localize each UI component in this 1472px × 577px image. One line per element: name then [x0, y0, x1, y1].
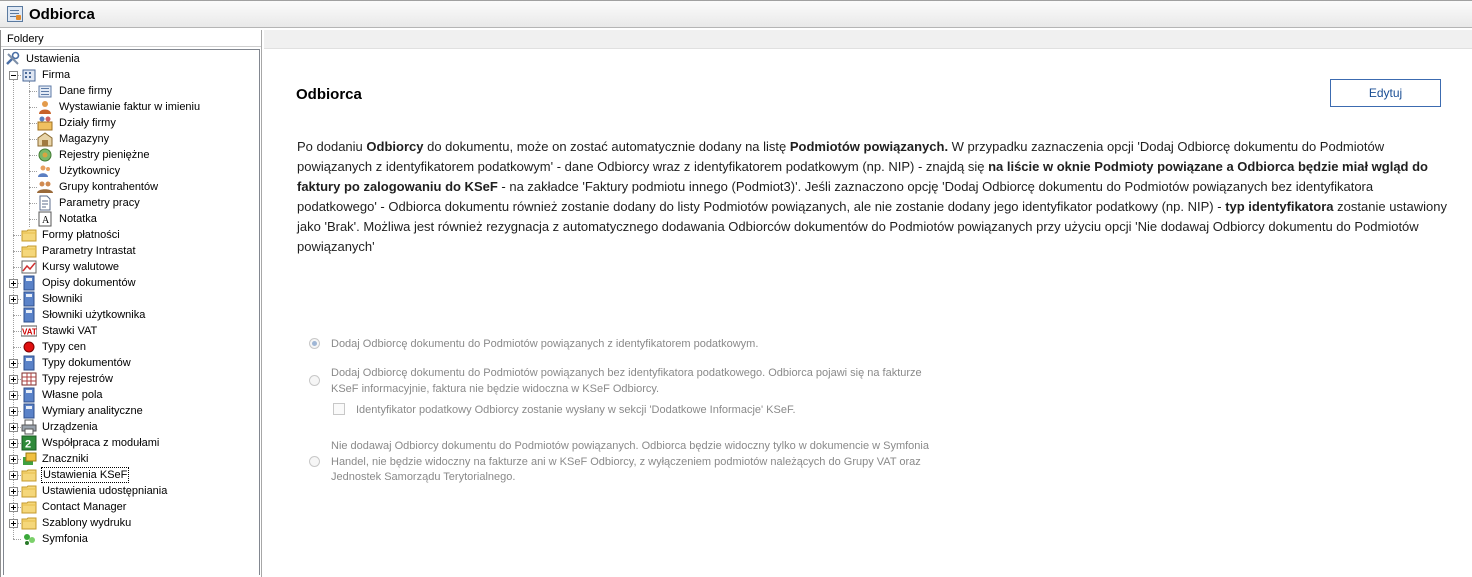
folder-icon [21, 243, 37, 259]
building-small-icon [37, 83, 53, 99]
tree-item[interactable] [4, 371, 259, 387]
tree-item-label: Urządzenia [42, 421, 98, 433]
tree-item-label: Słowniki [42, 293, 83, 305]
tree-item[interactable] [4, 387, 259, 403]
book-icon [21, 387, 37, 403]
tree-item-label: Działy firmy [59, 117, 116, 129]
tree-item-label: Contact Manager [42, 501, 127, 513]
symfonia-icon [21, 531, 37, 547]
collapse-icon[interactable] [9, 71, 18, 80]
desc-part: W przypadku zaznaczenia opcji 'Dodaj Odbiorcę dokumentu do Podmiotów powiązanych z identyfikatorem podatkowym' - dane Odbiorcy wraz z identyfikatorem podatkowym (np. NIP) - znajdą się [297, 139, 1385, 174]
tree-item[interactable] [4, 195, 259, 211]
tree-item-label: Szablony wydruku [42, 517, 132, 529]
option-without-tax-id-label [331, 366, 922, 397]
desc-part: - na zakładce 'Faktury podmiotu innego (Podmiot3)'. Jeśli zaznaczono opcję 'Dodaj Odbiorcę dokumentu do Podmiotów powiązanych bez identyfikatora podatkowego' - Odbiorca dokumentu również zostanie dodany do listy Podmiotów powiązanych, ale nie zostanie dodany jego identyfikator podatkowy (np. NIP) - [297, 179, 1374, 214]
tree-item[interactable] [4, 99, 259, 115]
main-content [264, 49, 1472, 577]
option-do-not-add-label [331, 439, 929, 486]
tree-item[interactable] [4, 531, 259, 547]
tree-item-label: Symfonia [42, 533, 88, 545]
tree-item[interactable] [4, 355, 259, 371]
tree-item-label: Kursy walutowe [42, 261, 120, 273]
radio-option-with-tax-id[interactable] [309, 338, 320, 349]
desc-bold: Podmiotów powiązanych. [789, 139, 949, 154]
tree-item-label: Formy płatności [42, 229, 120, 241]
folder-icon [21, 483, 37, 499]
expand-icon[interactable] [9, 455, 18, 464]
tree-item[interactable] [4, 131, 259, 147]
expand-icon[interactable] [9, 503, 18, 512]
tree-item[interactable] [4, 275, 259, 291]
tree-item-label: Parametry Intrastat [42, 245, 136, 257]
tree-item-label: Typy dokumentów [42, 357, 131, 369]
expand-icon[interactable] [9, 487, 18, 496]
tree-item-label: Opisy dokumentów [42, 277, 136, 289]
desc-bold: Odbiorcy [366, 139, 424, 154]
option-with-tax-id-label: Dodaj Odbiorcę dokumentu do Podmiotów powiązanych z identyfikatorem podatkowym. [331, 338, 759, 350]
radio-option-without-tax-id[interactable] [309, 375, 320, 386]
folder-tree[interactable] [3, 49, 260, 575]
tax-id-additional-info-checkbox[interactable] [333, 403, 345, 415]
expand-icon[interactable] [9, 391, 18, 400]
users-icon [37, 163, 53, 179]
tree-item-label: Wymiary analityczne [42, 405, 143, 417]
desc-bold: na liście w oknie Podmioty powiązane a Odbiorca będzie miał wgląd do faktury po zalogowaniu do KSeF [297, 159, 1428, 194]
tree-item[interactable] [4, 163, 259, 179]
expand-icon[interactable] [9, 519, 18, 528]
tree-item-label: Parametry pracy [59, 197, 140, 209]
expand-icon[interactable] [9, 279, 18, 288]
tree-item[interactable] [4, 435, 259, 451]
desc-part: do dokumentu, może on zostać automatycznie dodany na listę [423, 139, 790, 154]
modules-icon [21, 435, 37, 451]
tree-item-label: Dane firmy [59, 85, 113, 97]
money-icon [37, 147, 53, 163]
book-icon [21, 403, 37, 419]
group-icon [37, 179, 53, 195]
expand-icon[interactable] [9, 439, 18, 448]
tree-item[interactable] [4, 499, 259, 515]
note-icon [37, 211, 53, 227]
folder-icon [21, 515, 37, 531]
expand-icon[interactable] [9, 375, 18, 384]
book-icon [21, 275, 37, 291]
tree-item-label: Rejestry pieniężne [59, 149, 150, 161]
book-icon [21, 355, 37, 371]
expand-icon[interactable] [9, 423, 18, 432]
tree-item[interactable] [4, 211, 259, 227]
chart-icon [21, 259, 37, 275]
tree-item-label: Wystawianie faktur w imieniu [59, 101, 201, 113]
departments-icon [37, 115, 53, 131]
tree-item[interactable] [4, 419, 259, 435]
tree-item[interactable] [4, 467, 259, 483]
option-do-not-add-line: Jednostek Samorządu Terytorialnego. [331, 471, 516, 483]
folder-icon [21, 467, 37, 483]
radio-option-do-not-add[interactable] [309, 456, 320, 467]
folder-panel-header: Foldery [1, 30, 261, 47]
tree-item[interactable] [4, 483, 259, 499]
desc-part: Po dodaniu [297, 139, 367, 154]
vat-icon [21, 323, 37, 339]
tree-item-label: Użytkownicy [59, 165, 121, 177]
tree-item-label: Współpraca z modułami [42, 437, 160, 449]
tools-icon [5, 51, 21, 67]
book-icon [21, 291, 37, 307]
tree-item[interactable] [4, 51, 259, 67]
tree-item-label: Grupy kontrahentów [59, 181, 159, 193]
tree-item-label: Ustawienia KSeF [43, 469, 128, 481]
tree-item-label: Magazyny [59, 133, 110, 145]
option-without-tax-id-line: KSeF informacyjnie, faktura nie będzie widoczna w KSeF Odbiorcy. [331, 382, 660, 395]
red-dot-icon [21, 339, 37, 355]
svg-text:2: 2 [25, 438, 32, 451]
tree-item[interactable] [4, 179, 259, 195]
tags-icon [21, 451, 37, 467]
tree-item[interactable] [4, 243, 259, 259]
tree-item-label: Własne pola [42, 389, 103, 401]
tree-item-label: Firma [42, 69, 71, 81]
tree-item[interactable] [4, 307, 259, 323]
svg-text:A: A [42, 215, 50, 226]
expand-icon[interactable] [9, 407, 18, 416]
folder-icon [21, 227, 37, 243]
document-icon [37, 195, 53, 211]
tree-item[interactable] [4, 147, 259, 163]
tree-item-label: Słowniki użytkownika [42, 309, 146, 321]
tree-item[interactable] [4, 323, 259, 339]
person-icon [37, 99, 53, 115]
window-title: Odbiorca [29, 6, 95, 23]
svg-text:VAT: VAT [22, 327, 37, 337]
building-icon [21, 67, 37, 83]
expand-icon[interactable] [9, 295, 18, 304]
tree-item[interactable] [4, 83, 259, 99]
desc-bold: typ identyfikatora [1225, 199, 1334, 214]
window-title-bar [0, 0, 1472, 28]
main-top-strip [264, 30, 1472, 49]
tree-item-label: Ustawienia udostępniania [42, 485, 168, 497]
grid-icon [21, 371, 37, 387]
tree-item-label: Notatka [59, 213, 97, 225]
option-do-not-add-line: Nie dodawaj Odbiorcy dokumentu do Podmiotów powiązanych. Odbiorca będzie widoczny tylko w dokumencie w Symfonia [331, 440, 929, 452]
expand-icon[interactable] [9, 471, 18, 480]
tree-item-label: Stawki VAT [42, 325, 98, 337]
app-icon [7, 6, 23, 22]
tree-item[interactable] [4, 227, 259, 243]
tree-item[interactable] [4, 259, 259, 275]
tree-item[interactable] [4, 291, 259, 307]
tree-item[interactable] [4, 451, 259, 467]
section-title: Odbiorca [296, 86, 362, 103]
tree-item[interactable] [4, 515, 259, 531]
warehouse-icon [37, 131, 53, 147]
tax-id-additional-info-label: Identyfikator podatkowy Odbiorcy zostanie wysłany w sekcji 'Dodatkowe Informacje' KSeF. [356, 404, 796, 416]
expand-icon[interactable] [9, 359, 18, 368]
printer-icon [21, 419, 37, 435]
tree-item-label: Ustawienia [26, 53, 80, 65]
tree-item[interactable] [4, 67, 259, 83]
tree-item[interactable] [4, 403, 259, 419]
desc-part: zostanie ustawiony jako 'Brak'. Możliwa jest również rezygnacja z automatycznego dodawania Odbiorców dokumentów do Podmiotów powiązanych przy użyciu opcji 'Nie dodawaj Odbiorcy dokumentu do Podmiotów powiązanych' [297, 199, 1447, 254]
tree-item[interactable] [4, 115, 259, 131]
folder-icon [21, 499, 37, 515]
book-icon [21, 307, 37, 323]
option-without-tax-id-line: Dodaj Odbiorcę dokumentu do Podmiotów powiązanych bez identyfikatora podatkowego. Odbiorca pojawi się na fakturze [331, 367, 922, 379]
option-do-not-add-line: Handel, nie będzie widoczny na fakturze ani w KSeF Odbiorcy, z wyłączeniem podmiotów należących do Grupy VAT oraz [331, 455, 921, 468]
description-text [297, 137, 1452, 257]
tree-item-label: Typy rejestrów [42, 373, 113, 385]
tree-item-label: Znaczniki [42, 453, 89, 465]
folder-panel [0, 30, 262, 577]
edit-button[interactable]: Edytuj [1330, 79, 1441, 107]
tree-item-label: Typy cen [42, 341, 87, 353]
tree-item[interactable] [4, 339, 259, 355]
